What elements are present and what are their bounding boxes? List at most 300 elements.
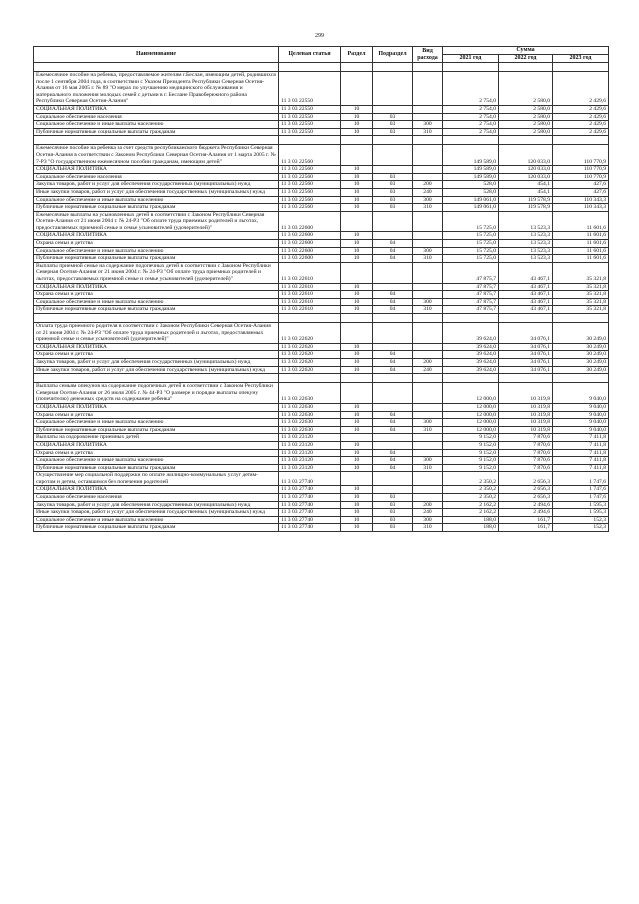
cell-expense-type: 310 xyxy=(413,464,443,472)
table-row xyxy=(34,196,609,204)
cell-section: 10 xyxy=(341,449,373,457)
table-row xyxy=(34,188,609,196)
table-row xyxy=(34,291,609,299)
cell-name: Ежемесячное пособие на ребенка за счет средств республиканского бюджета Республики Северная Осетия-Алания в соответствии с Законом Республики Северная Осетия-Алания от 1 марта 2005 г. № 7-РЗ "О государственном ежемесячном пособии гражданам, имеющим детей" xyxy=(34,145,279,166)
cell-subsection: 03 xyxy=(373,188,413,196)
cell-article: 11 3 03 23120 xyxy=(279,457,341,465)
cell-2022: 7 870,6 xyxy=(499,441,553,449)
cell-2023: 30 249,0 xyxy=(553,358,609,366)
cell-article: 11 3 03 22560 xyxy=(279,166,341,174)
table-row xyxy=(34,524,609,532)
cell-expense-type xyxy=(413,441,443,449)
cell-expense-type xyxy=(413,351,443,359)
cell-section: 10 xyxy=(341,240,373,248)
cell-name: Публичные нормативные социальные выплаты гражданам xyxy=(34,426,279,434)
cell-name: Социальное обеспечение и иные выплаты населению xyxy=(34,247,279,255)
cell-2023: 30 249,0 xyxy=(553,351,609,359)
cell-expense-type xyxy=(413,166,443,174)
cell-article: 11 3 03 22620 xyxy=(279,323,341,344)
cell-2021: 47 875,7 xyxy=(443,306,499,314)
cell-2023: 7 411,8 xyxy=(553,449,609,457)
header-expense-type: Вид расхода xyxy=(413,47,443,63)
table-row xyxy=(34,323,609,344)
cell-article: 11 3 03 22610 xyxy=(279,306,341,314)
cell-2021: 47 875,7 xyxy=(443,283,499,291)
cell-expense-type: 300 xyxy=(413,121,443,129)
cell-section: 10 xyxy=(341,516,373,524)
table-row xyxy=(34,509,609,517)
cell-2023: 11 601,6 xyxy=(553,255,609,263)
table-row xyxy=(34,486,609,494)
cell-subsection xyxy=(373,262,413,283)
cell-2023: 11 601,6 xyxy=(553,240,609,248)
table-row xyxy=(34,121,609,129)
cell-name: Выплаты семьям опекунов на содержание подопечных детей в соответствии с Законом Республики Северная Осетия-Алания от 26 июля 2005 г. № 44-РЗ "О размере и порядке выплаты опекуну (попечителю) денежных средств на содержание ребенка" xyxy=(34,383,279,404)
table-row xyxy=(34,262,609,283)
table-row xyxy=(34,181,609,189)
cell-2023: 35 321,8 xyxy=(553,306,609,314)
table-row xyxy=(34,434,609,442)
cell-expense-type xyxy=(413,173,443,181)
table-row xyxy=(34,283,609,291)
cell-name: Социальное обеспечение и иные выплаты населению xyxy=(34,457,279,465)
cell-expense-type: 300 xyxy=(413,196,443,204)
cell-expense-type: 310 xyxy=(413,204,443,212)
cell-2021: 149 589,0 xyxy=(443,173,499,181)
spacer-cell xyxy=(373,63,413,72)
cell-2021: 2 162,2 xyxy=(443,509,499,517)
cell-name: СОЦИАЛЬНАЯ ПОЛИТИКА xyxy=(34,232,279,240)
cell-2021: 39 624,0 xyxy=(443,366,499,374)
cell-name: Социальное обеспечение и иные выплаты населению xyxy=(34,196,279,204)
cell-2023: 152,3 xyxy=(553,516,609,524)
spacer-cell xyxy=(553,63,609,72)
cell-2023: 35 321,8 xyxy=(553,262,609,283)
cell-article: 11 3 03 22560 xyxy=(279,204,341,212)
cell-subsection: 03 xyxy=(373,501,413,509)
table-row xyxy=(34,211,609,232)
cell-2022: 7 870,6 xyxy=(499,464,553,472)
cell-article: 11 3 03 27740 xyxy=(279,516,341,524)
spacer-cell xyxy=(443,374,499,383)
cell-expense-type xyxy=(413,105,443,113)
cell-article: 11 3 03 27740 xyxy=(279,524,341,532)
cell-expense-type xyxy=(413,211,443,232)
cell-2022: 10 319,8 xyxy=(499,426,553,434)
cell-article: 11 3 03 22550 xyxy=(279,105,341,113)
page-number: 299 xyxy=(315,33,324,39)
cell-name: Иные закупки товаров, работ и услуг для обеспечения государственных (муниципальных) нужд xyxy=(34,366,279,374)
cell-2021: 188,0 xyxy=(443,516,499,524)
cell-subsection: 04 xyxy=(373,426,413,434)
cell-section: 10 xyxy=(341,291,373,299)
cell-expense-type xyxy=(413,113,443,121)
cell-subsection: 03 xyxy=(373,204,413,212)
table-row xyxy=(34,494,609,502)
cell-article: 11 3 03 27740 xyxy=(279,501,341,509)
spacer-cell xyxy=(373,374,413,383)
cell-2021: 2 754,0 xyxy=(443,113,499,121)
cell-name: Публичные нормативные социальные выплаты гражданам xyxy=(34,255,279,263)
cell-subsection: 03 xyxy=(373,494,413,502)
cell-section xyxy=(341,72,373,106)
cell-2023: 9 040,0 xyxy=(553,383,609,404)
cell-name: Социальное обеспечение населения xyxy=(34,113,279,121)
cell-subsection xyxy=(373,72,413,106)
spacer-row xyxy=(34,136,609,145)
table-row xyxy=(34,72,609,106)
table-row xyxy=(34,298,609,306)
cell-2021: 2 754,0 xyxy=(443,72,499,106)
cell-name: Социальное обеспечение населения xyxy=(34,494,279,502)
cell-name: Иные закупки товаров, работ и услуг для обеспечения государственных (муниципальных) нужд xyxy=(34,188,279,196)
cell-article: 11 3 03 22550 xyxy=(279,121,341,129)
cell-article: 11 3 03 23120 xyxy=(279,434,341,442)
spacer-cell xyxy=(553,374,609,383)
table-row xyxy=(34,358,609,366)
cell-subsection: 04 xyxy=(373,240,413,248)
cell-2021: 12 000,0 xyxy=(443,403,499,411)
cell-2021: 9 152,0 xyxy=(443,434,499,442)
cell-2021: 9 152,0 xyxy=(443,441,499,449)
cell-subsection xyxy=(373,343,413,351)
cell-expense-type: 310 xyxy=(413,255,443,263)
cell-2023: 7 411,8 xyxy=(553,464,609,472)
header-name: Наименование xyxy=(34,47,279,63)
cell-section: 10 xyxy=(341,501,373,509)
spacer-cell xyxy=(443,136,499,145)
cell-name: СОЦИАЛЬНАЯ ПОЛИТИКА xyxy=(34,343,279,351)
table-row xyxy=(34,351,609,359)
cell-2023: 2 429,6 xyxy=(553,121,609,129)
cell-2022: 454,1 xyxy=(499,181,553,189)
cell-section: 10 xyxy=(341,121,373,129)
cell-2023: 35 321,8 xyxy=(553,291,609,299)
cell-expense-type: 240 xyxy=(413,188,443,196)
cell-expense-type: 240 xyxy=(413,366,443,374)
table-row xyxy=(34,343,609,351)
cell-2023: 427,6 xyxy=(553,181,609,189)
cell-2021: 39 624,0 xyxy=(443,358,499,366)
table-row xyxy=(34,166,609,174)
cell-subsection xyxy=(373,105,413,113)
cell-article: 11 3 03 22560 xyxy=(279,196,341,204)
cell-2022: 43 467,1 xyxy=(499,262,553,283)
cell-2021: 2 754,0 xyxy=(443,128,499,136)
cell-expense-type: 300 xyxy=(413,516,443,524)
cell-expense-type: 310 xyxy=(413,524,443,532)
header-year-2021: 2021 год xyxy=(443,55,499,63)
cell-2021: 2 350,2 xyxy=(443,494,499,502)
cell-expense-type: 310 xyxy=(413,426,443,434)
cell-section: 10 xyxy=(341,128,373,136)
cell-expense-type: 200 xyxy=(413,358,443,366)
cell-name: Публичные нормативные социальные выплаты гражданам xyxy=(34,128,279,136)
cell-expense-type: 300 xyxy=(413,247,443,255)
cell-2023: 1 747,6 xyxy=(553,472,609,486)
cell-expense-type xyxy=(413,145,443,166)
spacer-cell xyxy=(279,63,341,72)
header-year-2023: 2023 год xyxy=(553,55,609,63)
cell-2023: 110 343,3 xyxy=(553,196,609,204)
cell-2022: 161,7 xyxy=(499,516,553,524)
cell-expense-type xyxy=(413,262,443,283)
cell-section: 10 xyxy=(341,524,373,532)
cell-section xyxy=(341,472,373,486)
spacer-cell xyxy=(499,63,553,72)
cell-article: 11 3 03 22550 xyxy=(279,72,341,106)
cell-subsection: 04 xyxy=(373,255,413,263)
cell-2023: 1 747,6 xyxy=(553,486,609,494)
cell-2022: 2 656,3 xyxy=(499,494,553,502)
table-row xyxy=(34,501,609,509)
table-row xyxy=(34,240,609,248)
header-section: Раздел xyxy=(341,47,373,63)
cell-article: 11 3 03 22620 xyxy=(279,366,341,374)
cell-2021: 9 152,0 xyxy=(443,449,499,457)
cell-article: 11 3 03 27740 xyxy=(279,472,341,486)
table-row xyxy=(34,457,609,465)
budget-table xyxy=(33,46,609,532)
table-row xyxy=(34,204,609,212)
cell-subsection: 04 xyxy=(373,351,413,359)
cell-subsection: 03 xyxy=(373,524,413,532)
table-row xyxy=(34,449,609,457)
cell-2022: 10 319,8 xyxy=(499,419,553,427)
spacer-cell xyxy=(341,314,373,323)
spacer-cell xyxy=(34,63,279,72)
cell-name: СОЦИАЛЬНАЯ ПОЛИТИКА xyxy=(34,283,279,291)
cell-name: Публичные нормативные социальные выплаты гражданам xyxy=(34,204,279,212)
cell-2023: 152,3 xyxy=(553,524,609,532)
spacer-row xyxy=(34,374,609,383)
spacer-cell xyxy=(499,314,553,323)
spacer-cell xyxy=(413,136,443,145)
cell-2022: 13 523,3 xyxy=(499,247,553,255)
cell-section: 10 xyxy=(341,255,373,263)
cell-section: 10 xyxy=(341,196,373,204)
cell-section xyxy=(341,145,373,166)
cell-2022: 10 319,8 xyxy=(499,403,553,411)
cell-name: Социальное обеспечение населения xyxy=(34,173,279,181)
cell-section: 10 xyxy=(341,457,373,465)
cell-2022: 43 467,1 xyxy=(499,298,553,306)
cell-2021: 2 350,2 xyxy=(443,486,499,494)
cell-article: 11 3 03 22550 xyxy=(279,128,341,136)
cell-2023: 30 249,0 xyxy=(553,323,609,344)
cell-subsection: 04 xyxy=(373,298,413,306)
cell-2023: 1 595,3 xyxy=(553,501,609,509)
cell-section: 10 xyxy=(341,181,373,189)
cell-2021: 188,0 xyxy=(443,524,499,532)
cell-article: 11 3 03 22600 xyxy=(279,255,341,263)
header-year-2022: 2022 год xyxy=(499,55,553,63)
cell-expense-type: 310 xyxy=(413,128,443,136)
cell-2021: 15 725,0 xyxy=(443,247,499,255)
cell-expense-type xyxy=(413,449,443,457)
cell-expense-type xyxy=(413,383,443,404)
cell-name: СОЦИАЛЬНАЯ ПОЛИТИКА xyxy=(34,166,279,174)
cell-article: 11 3 03 22600 xyxy=(279,211,341,232)
cell-name: Осуществление мер социальной поддержки по оплате жилищно-коммунальных услуг детям-сиротам и детям, оставшимся без попечения родителей xyxy=(34,472,279,486)
cell-2022: 10 319,8 xyxy=(499,383,553,404)
cell-name: Социальное обеспечение и иные выплаты населению xyxy=(34,516,279,524)
cell-subsection: 03 xyxy=(373,516,413,524)
cell-2023: 30 249,0 xyxy=(553,366,609,374)
spacer-cell xyxy=(341,136,373,145)
cell-subsection: 04 xyxy=(373,464,413,472)
cell-2022: 119 578,9 xyxy=(499,196,553,204)
cell-subsection xyxy=(373,323,413,344)
cell-section: 10 xyxy=(341,358,373,366)
cell-2022: 10 319,8 xyxy=(499,411,553,419)
cell-article: 11 3 03 22600 xyxy=(279,247,341,255)
table-row xyxy=(34,366,609,374)
cell-2023: 1 747,6 xyxy=(553,494,609,502)
cell-2021: 528,0 xyxy=(443,188,499,196)
cell-name: СОЦИАЛЬНАЯ ПОЛИТИКА xyxy=(34,403,279,411)
cell-section xyxy=(341,383,373,404)
cell-2022: 2 580,0 xyxy=(499,121,553,129)
cell-2023: 110 343,3 xyxy=(553,204,609,212)
cell-2021: 15 725,0 xyxy=(443,232,499,240)
table-row xyxy=(34,247,609,255)
cell-2021: 12 000,0 xyxy=(443,426,499,434)
cell-2021: 39 624,0 xyxy=(443,343,499,351)
cell-expense-type xyxy=(413,283,443,291)
cell-expense-type: 300 xyxy=(413,298,443,306)
cell-2021: 15 725,0 xyxy=(443,240,499,248)
cell-name: СОЦИАЛЬНАЯ ПОЛИТИКА xyxy=(34,441,279,449)
cell-2023: 9 040,0 xyxy=(553,411,609,419)
cell-2022: 161,7 xyxy=(499,524,553,532)
cell-2022: 2 580,0 xyxy=(499,72,553,106)
cell-section: 10 xyxy=(341,204,373,212)
cell-2022: 2 580,0 xyxy=(499,128,553,136)
cell-2022: 34 076,1 xyxy=(499,366,553,374)
cell-2022: 120 033,0 xyxy=(499,173,553,181)
cell-2022: 2 656,3 xyxy=(499,486,553,494)
spacer-cell xyxy=(34,314,279,323)
cell-2023: 110 770,9 xyxy=(553,166,609,174)
cell-name: Ежемесячные выплаты на усыновленных детей в соответствии с Законом Республики Северная Осетия-Алания от 21 июня 2004 г. № 24-РЗ "Об оплате труда приемных родителей и льготах, предоставляемых приемной семье и семье усыновителей (удочерителей)" xyxy=(34,211,279,232)
cell-name: Социальное обеспечение и иные выплаты населению xyxy=(34,121,279,129)
spacer-cell xyxy=(499,374,553,383)
cell-name: Публичные нормативные социальные выплаты гражданам xyxy=(34,464,279,472)
cell-subsection: 04 xyxy=(373,419,413,427)
cell-2022: 34 076,1 xyxy=(499,358,553,366)
table-row xyxy=(34,441,609,449)
cell-2021: 149 589,0 xyxy=(443,145,499,166)
cell-expense-type: 240 xyxy=(413,509,443,517)
cell-subsection xyxy=(373,166,413,174)
cell-name: СОЦИАЛЬНАЯ ПОЛИТИКА xyxy=(34,105,279,113)
cell-2021: 39 624,0 xyxy=(443,323,499,344)
spacer-cell xyxy=(279,374,341,383)
cell-subsection xyxy=(373,486,413,494)
spacer-cell xyxy=(413,314,443,323)
spacer-cell xyxy=(341,374,373,383)
cell-2021: 9 152,0 xyxy=(443,457,499,465)
cell-2023: 30 249,0 xyxy=(553,343,609,351)
cell-article: 11 3 03 22620 xyxy=(279,343,341,351)
cell-subsection xyxy=(373,283,413,291)
spacer-cell xyxy=(553,314,609,323)
cell-2022: 34 076,1 xyxy=(499,351,553,359)
cell-article: 11 3 03 22610 xyxy=(279,262,341,283)
spacer-row xyxy=(34,314,609,323)
cell-2022: 7 870,6 xyxy=(499,457,553,465)
cell-subsection xyxy=(373,383,413,404)
cell-2023: 11 601,6 xyxy=(553,247,609,255)
spacer-cell xyxy=(413,63,443,72)
spacer-cell xyxy=(413,374,443,383)
cell-article: 11 3 03 22630 xyxy=(279,419,341,427)
cell-2023: 2 429,6 xyxy=(553,113,609,121)
spacer-cell xyxy=(373,136,413,145)
table-body xyxy=(34,63,609,532)
cell-section xyxy=(341,434,373,442)
spacer-row xyxy=(34,63,609,72)
cell-subsection: 04 xyxy=(373,411,413,419)
cell-section: 10 xyxy=(341,403,373,411)
cell-section: 10 xyxy=(341,411,373,419)
cell-2022: 2 494,6 xyxy=(499,501,553,509)
cell-2023: 2 429,6 xyxy=(553,72,609,106)
cell-2023: 2 429,6 xyxy=(553,105,609,113)
cell-2021: 2 754,0 xyxy=(443,105,499,113)
table-row xyxy=(34,464,609,472)
cell-2021: 9 152,0 xyxy=(443,464,499,472)
cell-2021: 528,0 xyxy=(443,181,499,189)
table-row xyxy=(34,516,609,524)
cell-2022: 120 033,0 xyxy=(499,166,553,174)
cell-subsection: 03 xyxy=(373,113,413,121)
cell-subsection: 03 xyxy=(373,196,413,204)
table-row xyxy=(34,105,609,113)
cell-2021: 47 875,7 xyxy=(443,291,499,299)
cell-expense-type xyxy=(413,494,443,502)
cell-section: 10 xyxy=(341,232,373,240)
cell-name: Закупка товаров, работ и услуг для обеспечения государственных (муниципальных) нужд xyxy=(34,358,279,366)
cell-section: 10 xyxy=(341,419,373,427)
cell-2022: 7 870,6 xyxy=(499,434,553,442)
cell-article: 11 3 03 22610 xyxy=(279,298,341,306)
cell-2023: 9 040,0 xyxy=(553,426,609,434)
cell-name: Социальное обеспечение и иные выплаты населению xyxy=(34,419,279,427)
cell-expense-type: 300 xyxy=(413,419,443,427)
table-row xyxy=(34,472,609,486)
table-row xyxy=(34,255,609,263)
cell-2023: 35 321,8 xyxy=(553,283,609,291)
cell-article: 11 3 03 22600 xyxy=(279,240,341,248)
cell-article: 11 3 03 27740 xyxy=(279,509,341,517)
header-sum: Сумма xyxy=(443,47,609,55)
cell-expense-type: 300 xyxy=(413,457,443,465)
cell-article: 11 3 03 22630 xyxy=(279,411,341,419)
cell-2022: 454,1 xyxy=(499,188,553,196)
spacer-cell xyxy=(279,314,341,323)
cell-article: 11 3 03 22630 xyxy=(279,403,341,411)
cell-subsection xyxy=(373,211,413,232)
table-row xyxy=(34,411,609,419)
header-article: Целевая статья xyxy=(279,47,341,63)
spacer-cell xyxy=(499,136,553,145)
cell-name: Охрана семьи и детства xyxy=(34,291,279,299)
cell-section xyxy=(341,323,373,344)
cell-2021: 39 624,0 xyxy=(443,351,499,359)
table-row xyxy=(34,128,609,136)
